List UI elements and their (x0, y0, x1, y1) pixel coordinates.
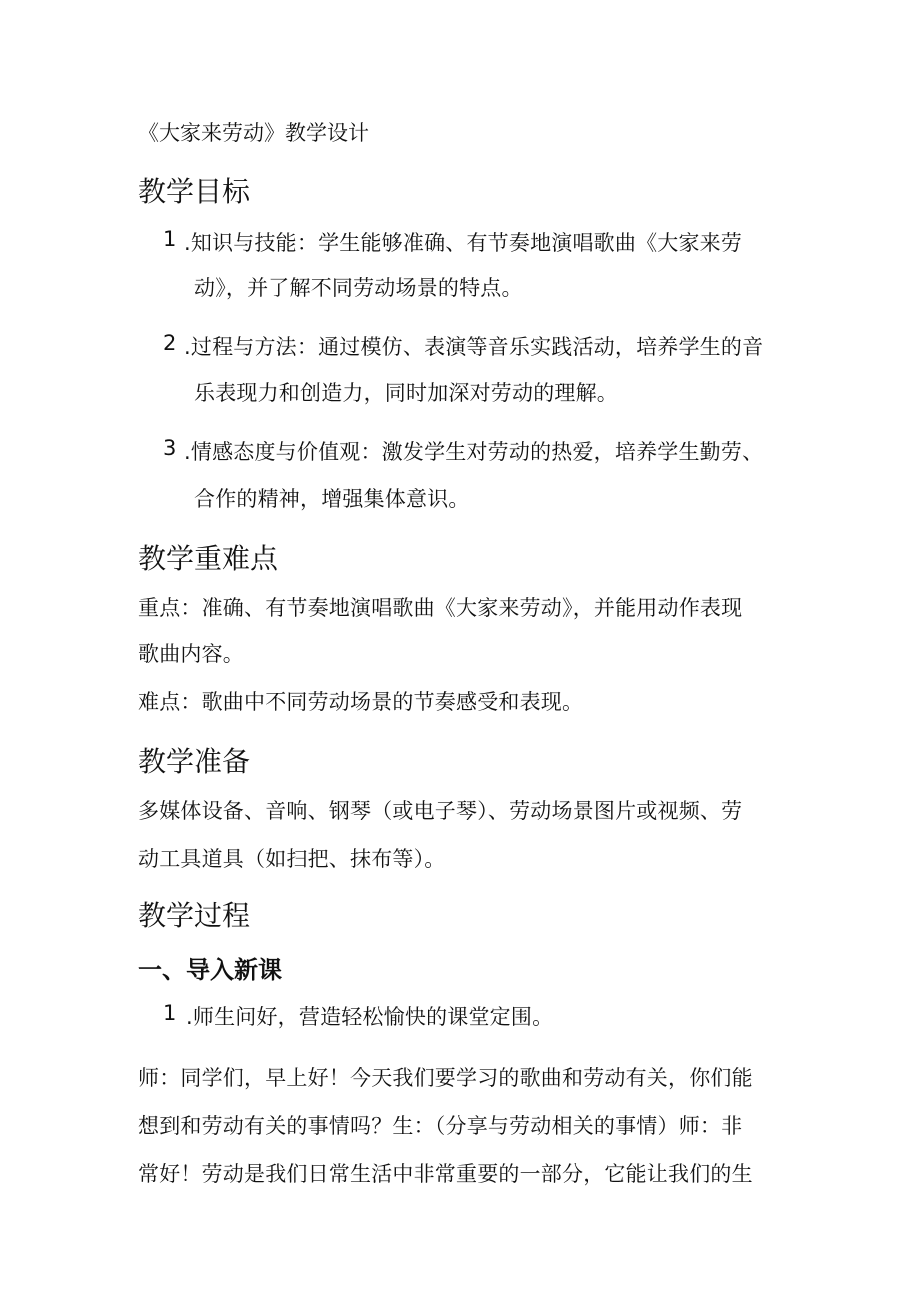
objective-line: .过程与方法：通过模仿、表演等音乐实践活动，培养学生的音 (184, 335, 764, 359)
objective-line: 合作的精神，增强集体意识。 (194, 487, 470, 511)
focus-line: 重点：准确、有节奏地演唱歌曲《大家来劳动》，并能用动作表现 (138, 596, 743, 620)
step-number-1: 1 (163, 1001, 177, 1025)
objective-line: .知识与技能：学生能够准确、有节奏地演唱歌曲《大家来劳 (184, 231, 743, 255)
step-text-1: .师生问好，营造轻松愉快的课堂定围。 (186, 1005, 554, 1029)
heading-objectives: 教学目标 (138, 175, 251, 208)
sub-heading-intro: 一、导入新课 (138, 956, 282, 984)
dialog-line: 常好！劳动是我们日常生活中非常重要的一部分，它能让我们的生 (138, 1162, 753, 1186)
heading-key-points: 教学重难点 (138, 542, 279, 575)
preparation-line: 多媒体设备、音响、钢琴（或电子琴）、劳动场景图片或视频、劳 (138, 799, 743, 823)
difficulty-line: 难点：歌曲中不同劳动场景的节奏感受和表现。 (138, 690, 584, 714)
objective-number-1: 1 (163, 227, 177, 251)
objective-number-3: 3 (163, 436, 177, 460)
document-title: 《大家来劳动》教学设计 (138, 121, 369, 145)
objective-number-2: 2 (163, 331, 177, 355)
objective-line: 乐表现力和创造力，同时加深对劳动的理解。 (194, 381, 618, 405)
preparation-line: 动工具道具（如扫把、抹布等）。 (138, 847, 446, 871)
dialog-line: 师：同学们，早上好！今天我们要学习的歌曲和劳动有关，你们能 (138, 1066, 753, 1090)
objective-line: .情感态度与价值观：激发学生对劳动的热爱，培养学生勤劳、 (184, 440, 764, 464)
heading-preparation: 教学准备 (138, 745, 251, 778)
dialog-line: 想到和劳动有关的事情吗？生：（分享与劳动相关的事情）师：非 (138, 1114, 743, 1138)
focus-line: 歌曲内容。 (138, 642, 244, 666)
objective-line: 动》，并了解不同劳动场景的特点。 (194, 276, 523, 300)
heading-process: 教学过程 (138, 899, 251, 932)
